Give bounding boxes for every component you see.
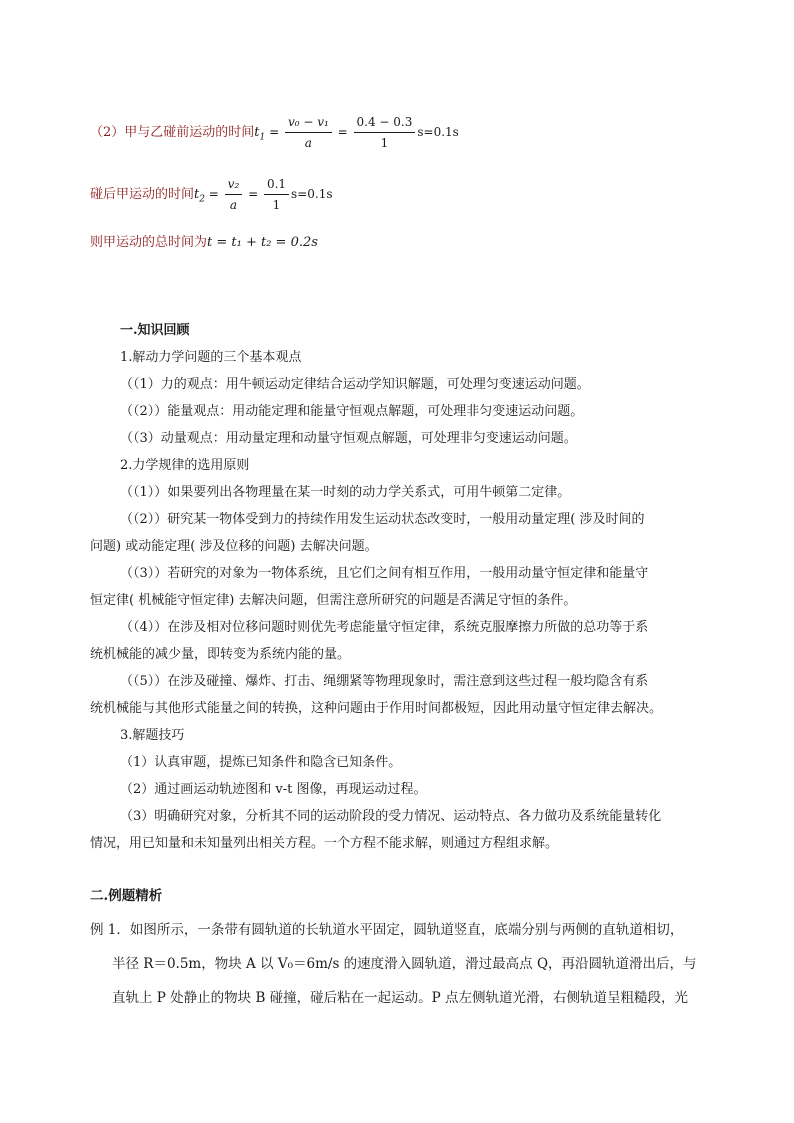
technique-3-line-1: （3）明确研究对象，分析其不同的运动阶段的受力情况、运动特点、各力做功及系统能量转化: [120, 809, 662, 824]
technique-3-line-2: 情况，用已知量和未知量列出相关方程。一个方程不能求解，则通过方程组求解。: [90, 836, 559, 851]
t1-symbol: $t_1$: [254, 125, 266, 143]
technique-1: （1）认真审题，提炼已知条件和隐含已知条件。: [120, 755, 402, 770]
solution-line-3-text: 则甲运动的总时间为: [90, 235, 208, 250]
fraction-numeric-2: $\frac{0.1}{1}$: [264, 176, 289, 213]
principle-4-line-2: 统机械能的减少量，即转变为系统内能的量。: [90, 647, 351, 662]
section-heading-examples: 二.例题精析: [90, 888, 163, 904]
t2-symbol: $t_2$: [194, 187, 205, 205]
solution-line-1-text: （2）甲与乙碰前运动的时间: [90, 125, 255, 140]
principle-2-line-1: （（2））研究某一物体受到力的持续作用发生运动状态改变时，一般用动量定理( 涉及时间的: [120, 512, 645, 527]
result-t2: s=0.1s: [291, 187, 333, 201]
solution-line-2-text: 碰后甲运动的时间: [90, 187, 195, 202]
technique-2: （2）通过画运动轨迹图和 v-t 图像，再现运动过程。: [120, 782, 427, 797]
result-t1: s=0.1s: [417, 125, 459, 139]
solution-line-2: 碰后甲运动的时间$t_2$ = $\frac{\text{v₂}}{a}$ = $\frac{0.1}{1}$ s=0.1s: [90, 177, 333, 212]
solution-line-1: （2）甲与乙碰前运动的时间$t_1$ = $\frac{\text{v₀ − v₁}}{a}$ = $\frac{0.4 - 0.3}{1}$ s=0.1s: [90, 115, 459, 150]
section-heading-knowledge: 一.知识回顾: [120, 323, 190, 338]
subheading-techniques: 3.解题技巧: [120, 728, 185, 743]
principle-5-line-2: 统机械能与其他形式能量之间的转换，这种问题由于作用时间都极短，因此用动量守恒定律去解决。: [90, 701, 663, 716]
principle-2-line-2: 问题) 或动能定理( 涉及位移的问题) 去解决问题。: [90, 539, 378, 554]
total-time-formula: t = t₁ + t₂ = 0.2s: [207, 235, 318, 250]
subheading-principles: 2.力学规律的选用原则: [120, 458, 250, 473]
principle-1: （（1））如果要列出各物理量在某一时刻的动力学关系式，可用牛顿第二定律。: [120, 485, 571, 500]
principle-5-line-1: （（5））在涉及碰撞、爆炸、打击、绳绷紧等物理现象时，需注意到这些过程一般均隐含有系: [120, 674, 649, 689]
principle-4-line-1: （（4））在涉及相对位移问题时则优先考虑能量守恒定律，系统克服摩擦力所做的总功等于系: [120, 620, 649, 635]
fraction-v2-over-a: $\frac{\text{v₂}}{a}$: [225, 176, 243, 213]
example-1-line-1: 例 1．如图所示，一条带有圆轨道的长轨道水平固定，圆轨道竖直，底端分别与两侧的直轨道相切，: [90, 922, 684, 938]
view-energy: （（2））能量观点：用动能定理和能量守恒观点解题，可处理非匀变速运动问题。: [120, 404, 584, 419]
example-1-line-2: 半径 R＝0.5m，物块 A 以 V₀＝6m/s 的速度滑入圆轨道，滑过最高点 Q，再沿圆轨道滑出后，与: [112, 956, 697, 972]
fraction-numeric-1: $\frac{0.4 - 0.3}{1}$: [354, 114, 416, 151]
principle-3-line-1: （（3））若研究的对象为一物体系统，且它们之间有相互作用，一般用动量守恒定律和能量守: [120, 566, 649, 581]
example-1-line-3: 直轨上 P 处静止的物块 B 碰撞，碰后粘在一起运动。P 点左侧轨道光滑，右侧轨道呈粗糙段，光: [112, 990, 689, 1006]
view-momentum: （（3）动量观点：用动量定理和动量守恒观点解题，可处理非匀变速运动问题。: [120, 431, 577, 446]
fraction-v0-v1-over-a: $\frac{\text{v₀ − v₁}}{a}$: [285, 114, 332, 151]
view-force: （（1）力的观点：用牛顿运动定律结合运动学知识解题，可处理匀变速运动问题。: [120, 377, 590, 392]
subheading-three-views: 1.解动力学问题的三个基本观点: [120, 350, 302, 365]
solution-line-3: [90, 234, 318, 252]
principle-3-line-2: 恒定律( 机械能守恒定律) 去解决问题，但需注意所研究的问题是否满足守恒的条件。: [90, 593, 577, 608]
